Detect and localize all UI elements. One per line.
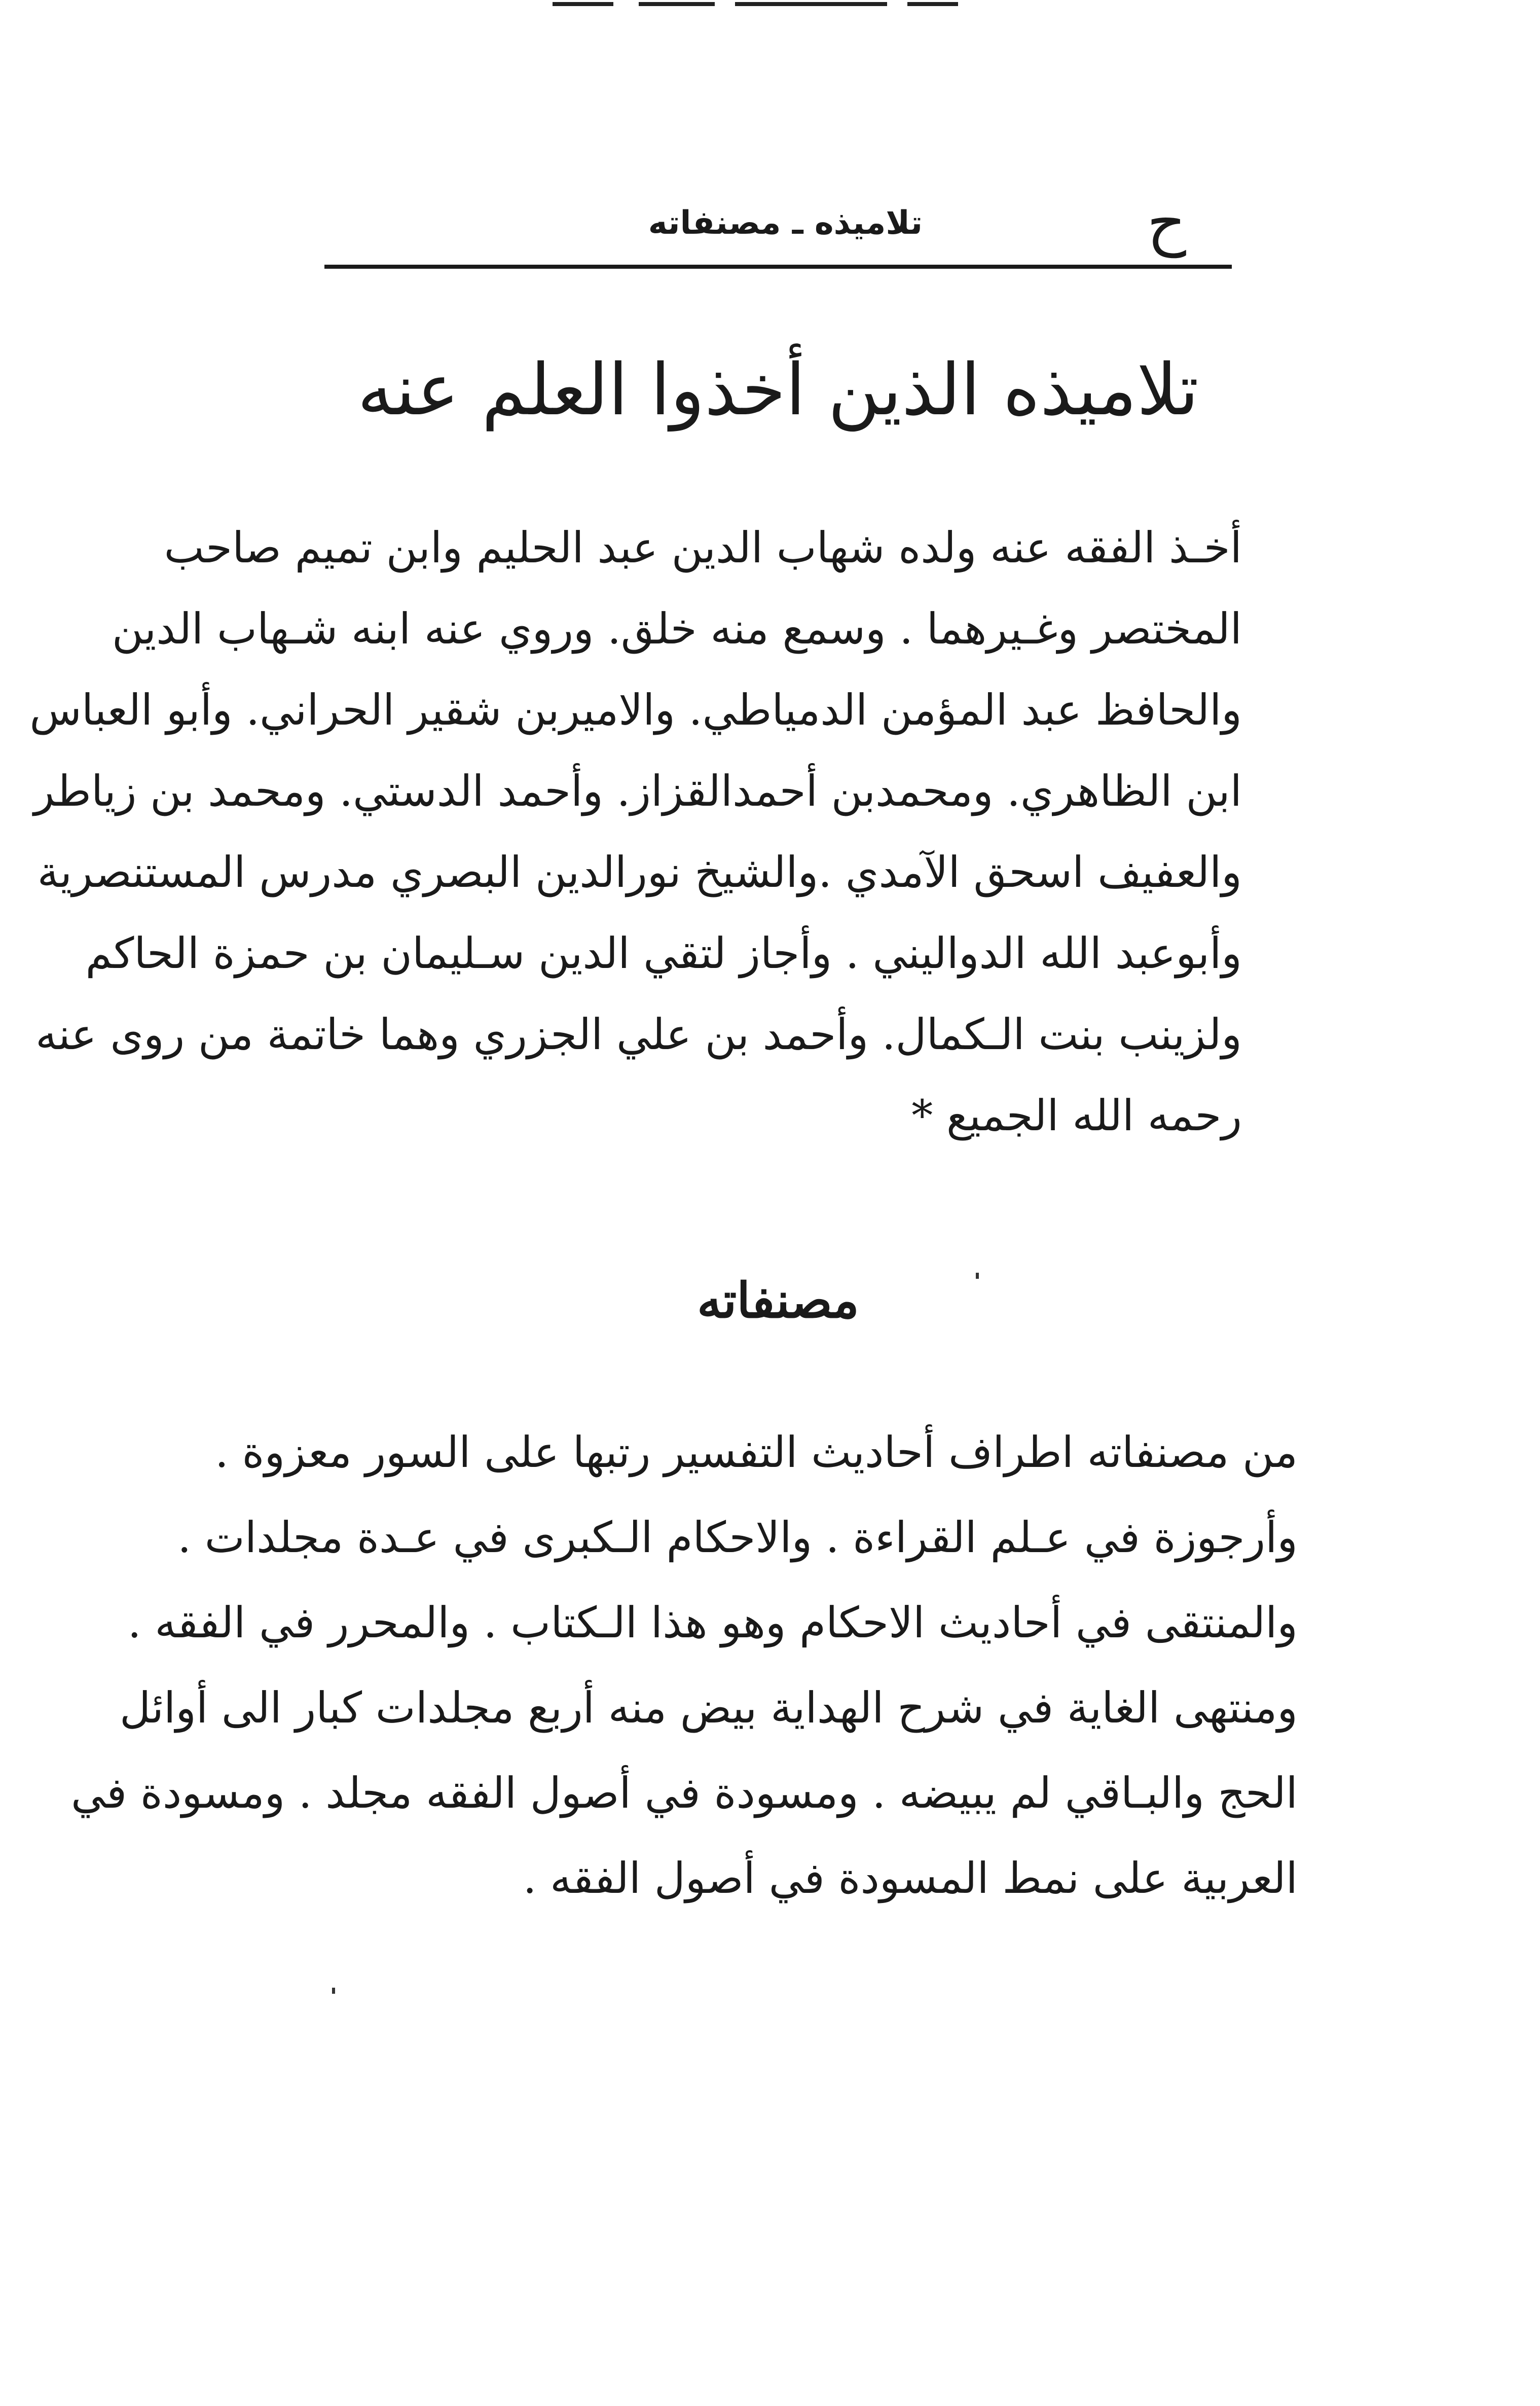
works-paragraph <box>71 1410 1298 1921</box>
paragraph-line: أخـذ الفقه عنه ولده شهاب الدين عبد الحليم وابن تميم صاحب <box>164 523 1242 572</box>
paragraph-line: من مصنفاته اطراف أحاديث التفسير رتبها على السور معزوة . <box>215 1427 1298 1477</box>
paragraph-line: المختصر وغـيرهما . وسمع منه خلق. وروي عنه ابنه شـهاب الدين <box>112 604 1242 654</box>
running-title: تلاميذه ـ مصنفاته <box>648 204 923 242</box>
scan-mark <box>639 2 715 6</box>
paragraph-line: وأبوعبد الله الدواليني . وأجاز لتقي الدين سـليمان بن حمزة الحاكم <box>85 928 1242 978</box>
header-rule <box>324 265 1232 269</box>
scan-mark <box>553 2 613 6</box>
students-paragraph <box>29 507 1242 1156</box>
paragraph-line: والعفيف اسحق الآمدي .والشيخ نورالدين البصري مدرس المستنصرية <box>37 847 1242 897</box>
scan-mark <box>907 2 958 6</box>
paragraph-line: والمنتقى في أحاديث الاحكام وهو هذا الـكتاب . والمحرر في الفقه . <box>127 1598 1298 1647</box>
paragraph-line: رحمه الله الجميع * <box>911 1091 1242 1140</box>
running-header <box>324 183 1237 264</box>
paragraph-line: ابن الظاهري. ومحمدبن أحمدالقزاز. وأحمد الدستي. ومحمد بن زياطر <box>33 766 1242 816</box>
paragraph-line: الحج والبـاقي لم يبيضه . ومسودة في أصول الفقه مجلد . ومسودة في <box>71 1768 1298 1818</box>
paragraph-line: وأرجوزة في عـلم القراءة . والاحكام الـكبرى في عـدة مجلدات . <box>177 1513 1298 1562</box>
paragraph-line: والحافظ عبد المؤمن الدمياطي. والاميربن شقير الحراني. وأبو العباس <box>29 685 1242 735</box>
paragraph-line: ولزينب بنت الـكمال. وأحمد بن علي الجزري وهما خاتمة من روى عنه <box>35 1010 1242 1059</box>
page-number: ح <box>1147 188 1186 258</box>
scan-mark <box>735 2 887 6</box>
paragraph-line: العربية على نمط المسودة في أصول الفقه . <box>523 1853 1298 1903</box>
works-heading: مصنفاته <box>697 1272 859 1329</box>
paragraph-line: ومنتهى الغاية في شرح الهداية بيض منه أربع مجلدات كبار الى أوائل <box>120 1683 1298 1733</box>
scan-speck <box>332 1988 335 1994</box>
students-heading: تلاميذه الذين أخذوا العلم عنه <box>357 349 1199 432</box>
